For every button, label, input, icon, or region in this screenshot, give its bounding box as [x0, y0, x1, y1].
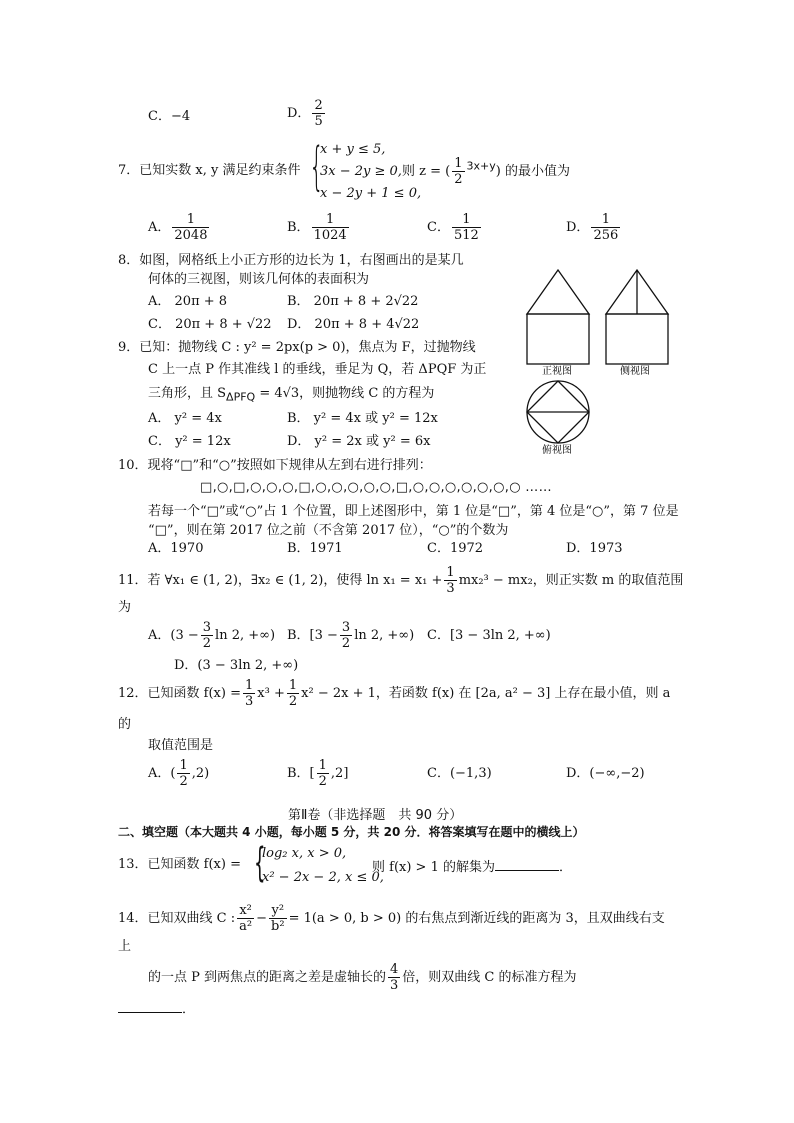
q12-stem-pre: 12．已知函数 f(x) =: [118, 686, 241, 701]
fraction-den: 2: [454, 172, 463, 187]
q11-option-a: [148, 620, 275, 651]
q10-line-3: “□”，则在第 2017 位之前（不含第 2017 位），“○”的个数为: [148, 523, 509, 538]
fraction: [444, 565, 456, 596]
fraction-den: 5: [314, 114, 323, 129]
q9-area-subscript: ΔPFQ: [226, 390, 256, 404]
q9-line-1: 9．已知：抛物线 C : y² = 2px(p > 0)，焦点为 F，过抛物线: [118, 340, 476, 355]
q7-objective: [402, 156, 570, 187]
fraction-num: 2: [314, 98, 323, 113]
fraction-den: 256: [593, 228, 619, 243]
fraction-num: 1: [446, 565, 455, 580]
fraction-num: 4: [390, 962, 399, 977]
fraction: [172, 212, 209, 243]
q11-option-c: C．[3 − 3ln 2, +∞): [427, 628, 551, 643]
fraction: [243, 678, 255, 709]
q14-line-4: [118, 999, 195, 1018]
q13-stem-post-text: 则 f(x) > 1 的解集为: [372, 860, 495, 875]
three-view-figure: [522, 266, 682, 454]
q7-option-d: [566, 212, 622, 243]
q10-line-1: 10．现将“□”和“○”按照如下规律从左到右进行排列：: [118, 458, 432, 473]
q13-stem-end: ．: [558, 860, 572, 875]
q10-option-d: D．1973: [566, 541, 623, 556]
section-2-part-heading: 二、填空题（本大题共 4 小题，每小题 5 分，共 20 分．将答案填写在题中的横线上）: [118, 825, 585, 839]
q7-objective-tail: ) 的最小值为: [495, 164, 570, 179]
fraction: [287, 678, 299, 709]
q13-stem-pre: 13．已知函数 f(x) =: [118, 857, 241, 872]
fraction: [312, 98, 324, 129]
q14-line-3-pre: 的一点 P 到两焦点的距离之差是虚轴长的: [148, 970, 387, 985]
q12-line-2: 的: [118, 717, 132, 732]
fraction-den: 1024: [313, 228, 347, 243]
q8-option-b: B． 20π + 8 + 2√22: [287, 294, 419, 309]
q11-option-d: D．(3 − 3ln 2, +∞): [174, 658, 299, 673]
q7-option-b: [287, 212, 351, 243]
front-view-roof: [527, 270, 589, 314]
fraction-num: 1: [318, 758, 327, 773]
q8-line-1: 8．如图，网格纸上小正方形的边长为 1，右图画出的是某几: [118, 253, 464, 268]
fraction-den: 3: [390, 978, 399, 993]
q7-constraint-2: 3x − 2y ≥ 0,: [320, 164, 402, 179]
q9-line-3: [148, 386, 434, 406]
fraction-num: 1: [186, 212, 196, 227]
q14-stem-end: ．: [182, 1002, 196, 1017]
q13-stem-post: [372, 857, 572, 876]
q8-option-a: A． 20π + 8: [148, 294, 228, 309]
top-view-label: 俯视图: [542, 445, 572, 454]
option-label: D．: [566, 220, 590, 235]
fraction-den: 2048: [174, 228, 208, 243]
q10-option-c: C．1972: [427, 541, 484, 556]
q6-option-d: [287, 98, 327, 129]
fraction-num: 3: [341, 620, 351, 635]
fraction-den: b²: [271, 919, 285, 934]
fraction: [591, 212, 620, 243]
q9-option-b: B． y² = 4x 或 y² = 12x: [287, 411, 438, 426]
fraction-den: 2: [288, 694, 298, 709]
option-post: ,2]: [330, 766, 349, 781]
fraction: [201, 620, 213, 651]
side-view-body: [606, 314, 668, 364]
option-label: C．: [427, 220, 450, 235]
answer-blank[interactable]: [118, 999, 182, 1013]
q14-minus: −: [256, 911, 268, 926]
q9-option-c: C． y² = 12x: [148, 434, 231, 449]
q12-option-d: D．(−∞,−2): [566, 766, 645, 781]
answer-blank[interactable]: [495, 857, 559, 871]
q9-option-a: A． y² = 4x: [148, 411, 222, 426]
q7-constraint-1: x + y ≤ 5,: [320, 142, 386, 157]
fraction-num: 1: [462, 212, 471, 227]
fraction: [269, 903, 287, 934]
option-label: B．: [287, 220, 310, 235]
option-pre: A．(: [148, 766, 176, 781]
q7-option-c: [427, 212, 483, 243]
q8-line-2: 何体的三视图，则该几何体的表面积为: [148, 272, 370, 287]
q9-option-d: D． y² = 2x 或 y² = 6x: [287, 434, 431, 449]
q7-constraint-3: x − 2y + 1 ≤ 0,: [320, 186, 422, 201]
q9-line-2: C 上一点 P 作其准线 l 的垂线，垂足为 Q，若 ΔPQF 为正: [148, 362, 487, 377]
fraction: [388, 962, 400, 993]
section-2-title: 第Ⅱ卷（非选择题 共 90 分）: [288, 808, 463, 823]
fraction-num: 1: [245, 678, 254, 693]
option-post: ln 2, +∞): [354, 628, 415, 643]
q12-option-c: C．(−1,3): [427, 766, 492, 781]
q14-line-3: [148, 962, 577, 993]
fraction: [237, 903, 254, 934]
fraction-den: 2: [341, 636, 351, 651]
q12-stem-mid: x³ +: [257, 686, 285, 701]
fraction-num: 1: [601, 212, 610, 227]
fraction-num: 1: [288, 678, 298, 693]
q12-stem: [118, 678, 670, 709]
fraction: [452, 212, 481, 243]
side-view-label: 侧视图: [620, 366, 650, 377]
fraction-den: 3: [245, 694, 254, 709]
q10-sequence: □,○,□,○,○,○,□,○,○,○,○,○,□,○,○,○,○,○,○,○ ……: [200, 480, 552, 495]
fraction-num: 1: [325, 212, 335, 227]
option-pre: B．[3 −: [287, 628, 338, 643]
front-view-label: 正视图: [542, 366, 572, 377]
q7-exponent: 3x+y: [466, 159, 496, 173]
fraction-den: 2: [179, 774, 188, 789]
fraction-den: 512: [453, 228, 479, 243]
fraction: [452, 156, 464, 187]
fraction-num: 1: [454, 156, 463, 171]
fraction: [340, 620, 352, 651]
q9-line-3-pre: 三角形，且 S: [148, 386, 227, 401]
q10-line-2: 若每一个“□”或“○”占 1 个位置，即上述图形中，第 1 位是“□”，第 4 位是“○”，第 7 位是: [148, 504, 679, 519]
fraction-den: 2: [202, 636, 212, 651]
q11-line-2: 为: [118, 600, 132, 615]
q11-option-b: [287, 620, 414, 651]
q10-option-b: B．1971: [287, 541, 343, 556]
fraction-den: 3: [446, 581, 455, 596]
q7-stem: 7．已知实数 x, y 满足约束条件: [118, 163, 301, 178]
fraction-num: y²: [271, 903, 285, 918]
q12-option-b: [287, 758, 348, 789]
option-label: A．: [148, 220, 171, 235]
fraction: [317, 758, 329, 789]
q14-line-3-post: 倍，则双曲线 C 的标准方程为: [402, 970, 577, 985]
q10-option-a: A．1970: [148, 541, 204, 556]
fraction: [177, 758, 189, 789]
q9-line-3-tail: = 4√3，则抛物线 C 的方程为: [255, 386, 435, 401]
q13-case-1: log₂ x, x > 0,: [262, 846, 347, 861]
q12-line-3: 取值范围是: [148, 738, 214, 753]
q11-stem: [118, 565, 683, 596]
q12-stem-post: x² − 2x + 1，若函数 f(x) 在 [2a, a² − 3] 上存在最小值，则 a: [301, 686, 671, 701]
fraction-num: 3: [202, 620, 212, 635]
q6-option-d-label: D．: [287, 106, 311, 121]
q14-line-2: 上: [118, 939, 132, 954]
q7-brace: {: [309, 137, 324, 197]
fraction-num: 1: [179, 758, 188, 773]
option-post: ln 2, +∞): [215, 628, 276, 643]
q8-option-d: D． 20π + 8 + 4√22: [287, 317, 420, 332]
q7-objective-pre: 则 z = (: [402, 164, 451, 179]
q7-option-a: [148, 212, 211, 243]
q12-option-a: [148, 758, 209, 789]
fraction-den: 2: [318, 774, 327, 789]
front-view-body: [527, 314, 589, 364]
q14-stem: [118, 903, 665, 934]
q11-stem-pre: 11．若 ∀x₁ ∈ (1, 2)，∃x₂ ∈ (1, 2)，使得 ln x₁ = x₁ +: [118, 573, 443, 588]
q14-stem-pre: 14．已知双曲线 C :: [118, 911, 236, 926]
option-post: ,2): [191, 766, 210, 781]
q6-option-c: C．−4: [148, 109, 191, 124]
option-pre: B．[: [287, 766, 315, 781]
q8-option-c: C． 20π + 8 + √22: [148, 317, 272, 332]
fraction: [312, 212, 349, 243]
q14-stem-post: = 1(a > 0, b > 0) 的右焦点到渐近线的距离为 3，且双曲线右支: [288, 911, 665, 926]
fraction-num: x²: [239, 903, 252, 918]
q13-case-2: x² − 2x − 2, x ≤ 0,: [262, 870, 384, 885]
option-pre: A．(3 −: [148, 628, 199, 643]
q13-brace: {: [253, 840, 266, 886]
q11-stem-post: mx₂³ − mx₂，则正实数 m 的取值范围: [458, 573, 684, 588]
fraction-den: a²: [239, 919, 253, 934]
